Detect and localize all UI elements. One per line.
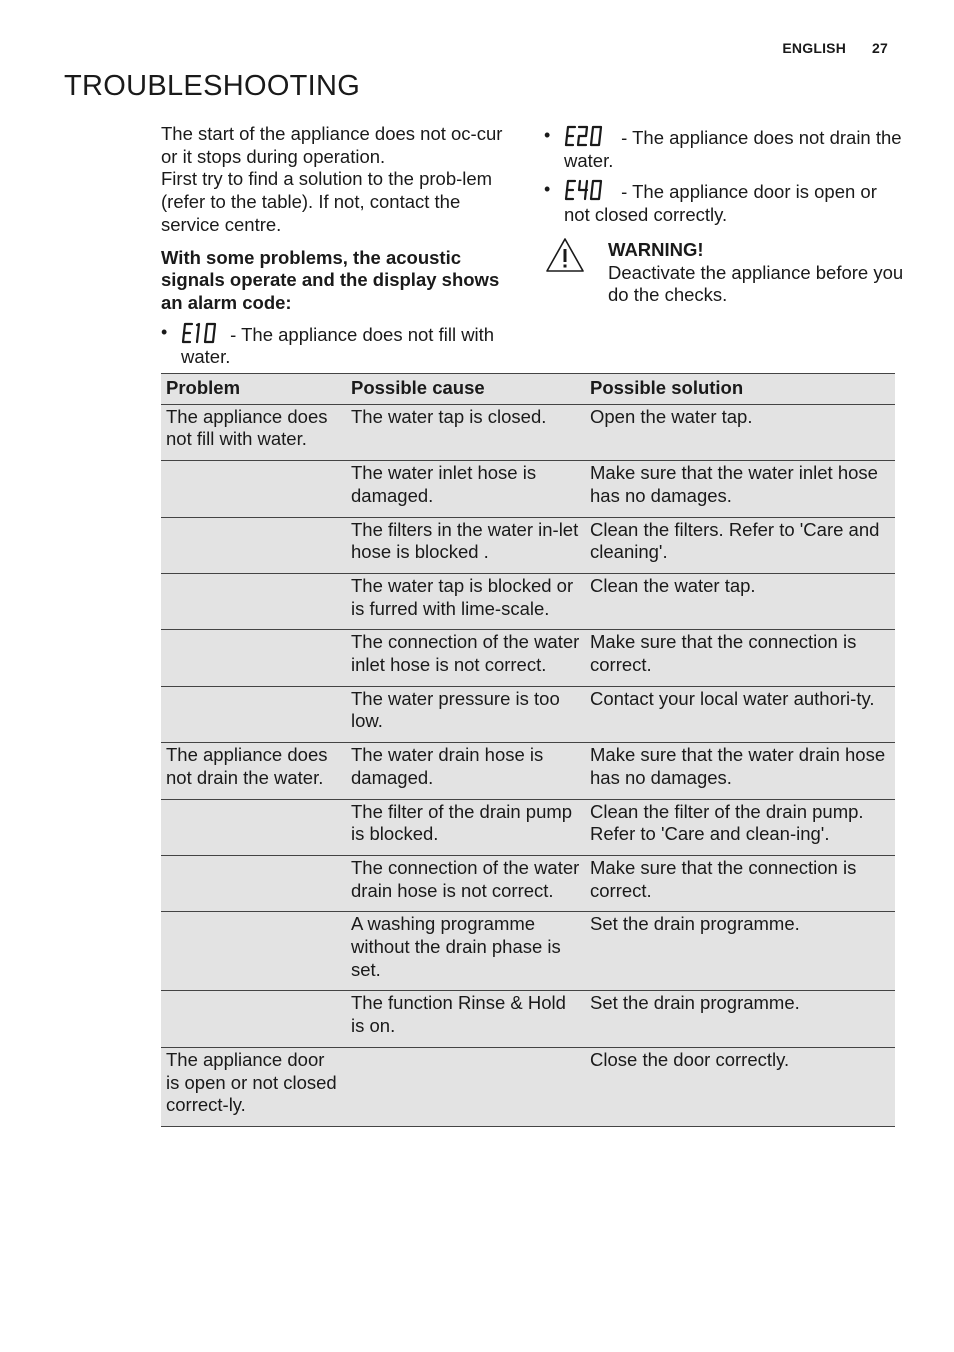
alarm-column (544, 124, 904, 307)
alarm-item-e10 (161, 321, 506, 369)
solution-cell: Set the drain programme. (585, 991, 895, 1047)
intro-column (161, 123, 506, 369)
table-row (161, 991, 895, 1047)
problem-cell (161, 573, 346, 629)
troubleshooting-table (161, 373, 895, 1127)
table-row (161, 630, 895, 686)
table-header-row (161, 374, 895, 405)
alarm-item-e20 (544, 124, 904, 172)
problem-cell (161, 855, 346, 911)
problem-cell: The appliance does not drain the water. (161, 743, 346, 799)
problem-cell (161, 461, 346, 517)
cause-cell: The water tap is blocked or is furred with lime-scale. (346, 573, 585, 629)
table-row (161, 404, 895, 460)
bullet-icon: • (161, 321, 168, 342)
header-solution: Possible solution (585, 374, 895, 405)
problem-cell (161, 912, 346, 991)
solution-cell: Make sure that the water drain hose has no damages. (585, 743, 895, 799)
problem-cell (161, 517, 346, 573)
solution-cell: Close the door correctly. (585, 1047, 895, 1126)
header-cause: Possible cause (346, 374, 585, 405)
warning-box (544, 239, 904, 307)
intro-text-1: The start of the appliance does not oc-cur or it stops during operation. (161, 123, 503, 167)
solution-cell: Clean the filter of the drain pump. Refer to 'Care and clean-ing'. (585, 799, 895, 855)
page-title: TROUBLESHOOTING (64, 70, 361, 102)
bullet-icon: • (544, 125, 551, 145)
cause-cell: The connection of the water drain hose is not correct. (346, 855, 585, 911)
cause-cell: The connection of the water inlet hose is not correct. (346, 630, 585, 686)
alarm-code-e20-icon (564, 124, 612, 148)
intro-text-2: First try to find a solution to the prob-lem (refer to the table). If not, contact the service centre. (161, 168, 493, 235)
page-header (782, 40, 888, 56)
problem-cell (161, 630, 346, 686)
cause-cell: The function Rinse & Hold is on. (346, 991, 585, 1047)
problem-cell: The appliance door is open or not closed correct-ly. (161, 1047, 346, 1126)
warning-triangle-icon (544, 236, 586, 280)
solution-cell: Make sure that the connection is correct. (585, 855, 895, 911)
solution-cell: Open the water tap. (585, 404, 895, 460)
cause-cell: The filters in the water in-let hose is blocked . (346, 517, 585, 573)
table-row (161, 743, 895, 799)
cause-cell: The water inlet hose is damaged. (346, 461, 585, 517)
table-row (161, 912, 895, 991)
cause-cell: A washing programme without the drain phase is set. (346, 912, 585, 991)
bullet-icon: • (544, 179, 551, 200)
cause-cell: The water pressure is too low. (346, 686, 585, 742)
solution-cell: Contact your local water authori-ty. (585, 686, 895, 742)
solution-cell: Clean the filters. Refer to 'Care and cleaning'. (585, 517, 895, 573)
table-row (161, 1047, 895, 1126)
alarm-text-e10: - The appliance does not fill with water. (181, 323, 495, 368)
problem-cell (161, 991, 346, 1047)
alarm-code-e10-icon (181, 321, 221, 345)
table-row (161, 855, 895, 911)
cause-cell (346, 1047, 585, 1126)
warning-text: Deactivate the appliance before you do the checks. (608, 261, 904, 306)
problem-cell (161, 799, 346, 855)
cause-cell: The filter of the drain pump is blocked. (346, 799, 585, 855)
alarm-text-e20: - The appliance does not drain the water. (564, 127, 902, 171)
solution-cell: Make sure that the connection is correct. (585, 630, 895, 686)
alarm-item-e40 (544, 178, 904, 226)
table-row (161, 799, 895, 855)
solution-cell: Make sure that the water inlet hose has no damages. (585, 461, 895, 517)
alarm-code-e40-icon (564, 178, 612, 202)
cause-cell: The water tap is closed. (346, 404, 585, 460)
alarm-text-e40: - The appliance door is open or not closed correctly. (564, 181, 877, 226)
table-row (161, 517, 895, 573)
header-language: ENGLISH (782, 40, 847, 56)
solution-cell: Clean the water tap. (585, 573, 895, 629)
header-problem: Problem (161, 374, 346, 405)
table-row (161, 686, 895, 742)
alarm-heading: With some problems, the acoustic signals operate and the display shows an alarm code: (161, 246, 500, 313)
cause-cell: The water drain hose is damaged. (346, 743, 585, 799)
table-row (161, 573, 895, 629)
table-row (161, 461, 895, 517)
warning-title: WARNING! (608, 238, 704, 260)
problem-cell (161, 686, 346, 742)
page-number: 27 (872, 40, 888, 56)
solution-cell: Set the drain programme. (585, 912, 895, 991)
problem-cell: The appliance does not fill with water. (161, 404, 346, 460)
